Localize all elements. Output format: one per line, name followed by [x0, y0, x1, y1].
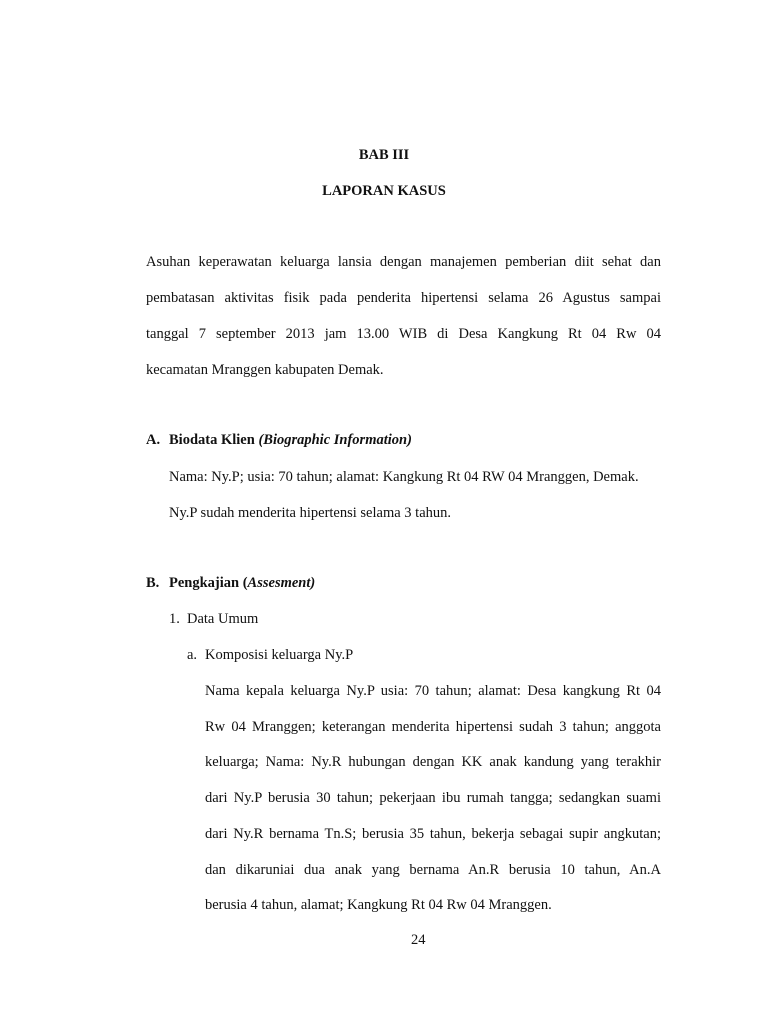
subsection-a-line: keluarga; Nama: Ny.R hubungan dengan KK anak kandung yang terakhir — [205, 754, 661, 770]
intro-line: tanggal 7 september 2013 jam 13.00 WIB di Desa Kangkung Rt 04 Rw 04 — [146, 326, 661, 342]
subsection-a-line: dari Ny.P berusia 30 tahun; pekerjaan ibu rumah tangga; sedangkan suami — [205, 790, 661, 806]
section-b-heading-text: Pengkajian ( — [169, 575, 248, 591]
intro-line: pembatasan aktivitas fisik pada penderita hipertensi selama 26 Agustus sampai — [146, 290, 661, 306]
chapter-title: LAPORAN KASUS — [322, 183, 446, 199]
chapter-heading: BAB III — [358, 147, 410, 163]
subsection-a-marker: a. — [187, 647, 198, 663]
section-b-marker: B. — [146, 575, 160, 591]
section-a-line: Nama: Ny.P; usia: 70 tahun; alamat: Kangkung Rt 04 RW 04 Mranggen, Demak. — [169, 469, 639, 485]
subsection-a-line: berusia 4 tahun, alamat; Kangkung Rt 04 Rw 04 Mranggen. — [205, 897, 552, 913]
intro-line: kecamatan Mranggen kabupaten Demak. — [146, 362, 384, 378]
intro-line: Asuhan keperawatan keluarga lansia dengan manajemen pemberian diit sehat dan — [146, 254, 661, 270]
page-number: 24 — [411, 932, 426, 948]
section-a-heading-italic: (Biographic Information) — [258, 432, 412, 448]
subsection-1-marker: 1. — [169, 611, 180, 627]
section-a-line: Ny.P sudah menderita hipertensi selama 3 tahun. — [169, 505, 452, 521]
section-a-marker: A. — [146, 432, 161, 448]
subsection-a-line: dari Ny.R bernama Tn.S; berusia 35 tahun, bekerja sebagai supir angkutan; — [205, 826, 661, 842]
section-b-heading-italic: Assesment) — [247, 575, 316, 591]
subsection-a-line: Rw 04 Mranggen; keterangan menderita hipertensi sudah 3 tahun; anggota — [205, 719, 661, 735]
section-a-heading-text: Biodata Klien — [169, 432, 259, 448]
subsection-1-label: Data Umum — [187, 611, 259, 627]
section-b-heading — [169, 573, 315, 593]
subsection-a-line: Nama kepala keluarga Ny.P usia: 70 tahun; alamat: Desa kangkung Rt 04 — [205, 683, 661, 699]
section-a-heading — [169, 430, 412, 450]
subsection-a-line: dan dikaruniai dua anak yang bernama An.R berusia 10 tahun, An.A — [205, 862, 661, 878]
subsection-a-label: Komposisi keluarga Ny.P — [205, 647, 354, 663]
